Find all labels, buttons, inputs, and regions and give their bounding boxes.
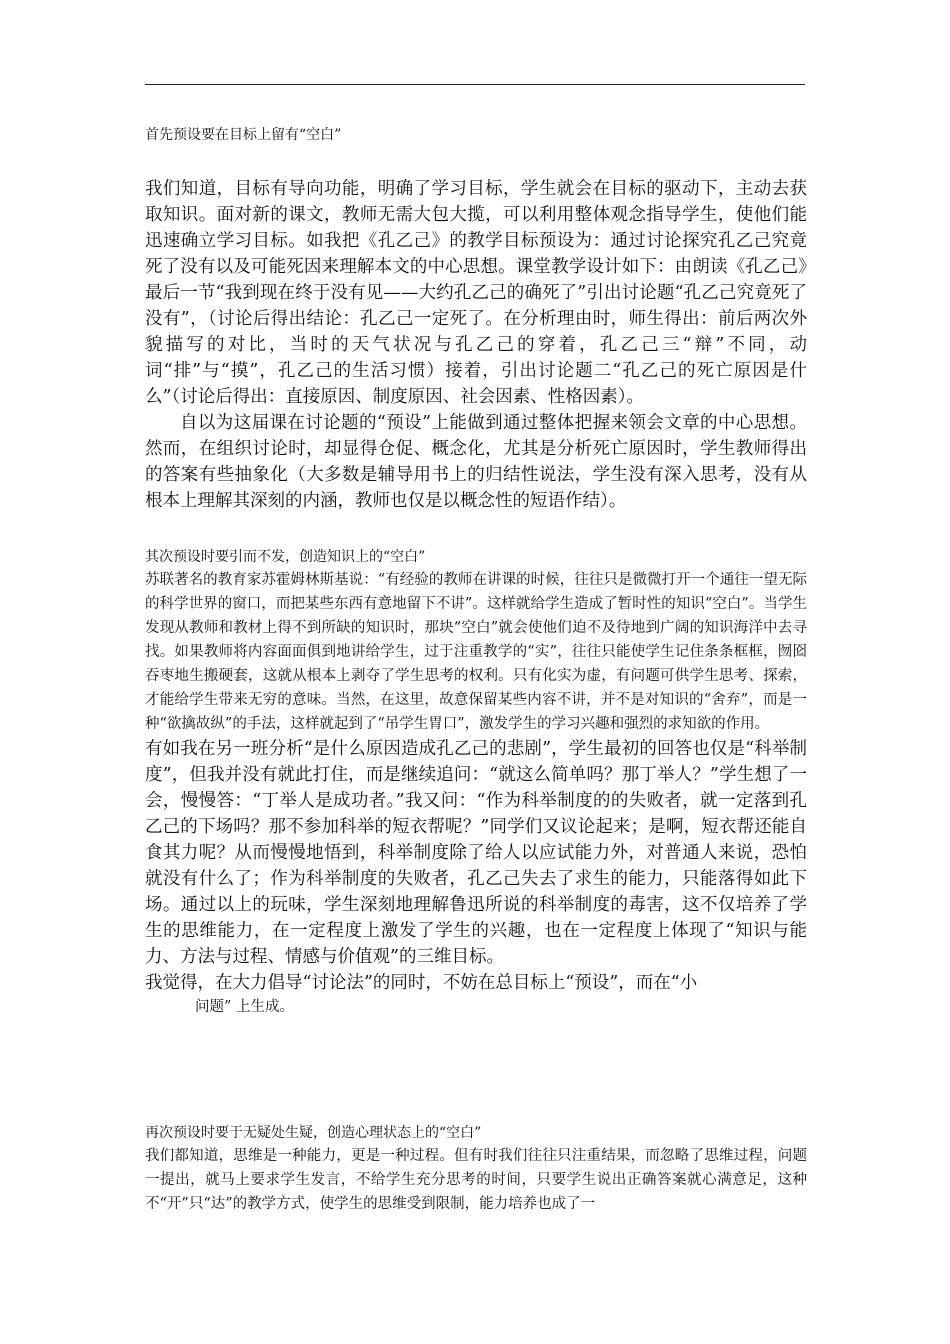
section-1 [145,124,807,146]
header-rule [145,84,805,85]
section-2-paragraph-3: 我觉得，在大力倡导“讨论法”的同时，不妨在总目标上“预设”，而在“小 [145,973,698,993]
section-2-heading: 其次预设时要引而不发，创造知识上的“空白” [145,549,426,565]
section-3-paragraph-1: 我们都知道，思维是一种能力，更是一种过程。但有时我们往往只注重结果，而忽略了思维过程，问题一提出，就马上要求学生发言，不给学生充分思考的时间，只要学生说出正确答案就心满意足，这种不“开”只“达”的教学方式，使学生的思维受到限制，能力培养也成了一 [145,1148,807,1212]
section-1-paragraph-1: 我们知道，目标有导向功能，明确了学习目标，学生就会在目标的驱动下，主动去获取知识。面对新的课文，教师无需大包大揽，可以利用整体观念指导学生，使他们能迅速确立学习目标。如我把《孔乙己》的教学目标预设为：通过讨论探究孔乙己究竟死了没有以及可能死因来理解本文的中心思想。课堂教学设计如下：由朗读《孔乙己》最后一节“我到现在终于没有见——大约孔乙己的确死了”引出讨论题“孔乙己究竟死了没有”，（讨论后得出结论：孔乙己一定死了。在分析理由时，师生得出：前后两次外貌描写的对比，当时的天气状况与孔乙己的穿着，孔乙己三“辩”不同，动词“排”与“摸”，孔乙己的生活习惯）接着，引出讨论题二“孔乙己的死亡原因是什么”（讨论后得出：直接原因、制度原因、社会因素、性格因素）。 [145,179,807,407]
section-2-paragraph-1: 苏联著名的教育家苏霍姆林斯基说：“有经验的教师在讲课的时候，往往只是微微打开一个通往一望无际的科学世界的窗口，而把某些东西有意地留下不讲”。这样就给学生造成了暂时性的知识“空白”。当学生发现从教师和教材上得不到所缺的知识时，那块“空白”就会使他们迫不及待地到广阔的知识海洋中去寻找。如果教师将内容面面俱到地讲给学生，过于注重教学的“实”，往往只能使学生记住条条框框，囫囵吞枣地生搬硬套，这就从根本上剥夺了学生思考的权利。只有化实为虚，有问题可供学生思考、探索，才能给学生带来无穷的意味。当然，在这里，故意保留某些内容不讲，并不是对知识的“舍弃”，而是一种“欲擒故纵”的手法，这样就起到了“吊学生胃口”，激发学生的学习兴趣和强烈的求知欲的作用。 [145,572,807,732]
section-2 [145,546,807,1018]
section-2-paragraph-3-tail: 问题” 上生成。 [195,999,295,1015]
section-2-paragraph-2: 有如我在另一班分析“是什么原因造成孔乙己的悲剧”，学生最初的回答也仅是“科举制度”，但我并没有就此打住，而是继续追问：“就这么简单吗？那丁举人？”学生想了一会，慢慢答：“丁举人是成功者。”我又问：“作为科举制度的的失败者，就一定落到孔乙己的下场吗？那不参加科举的短衣帮呢？”同学们又议论起来；是啊，短衣帮还能自食其力呢？从而慢慢地悟到，科举制度除了给人以应试能力外，对普通人来说，恐怕就没有什么了；作为科举制度的失败者，孔乙己失去了求生的能力，只能落得如此下场。通过以上的玩味，学生深刻地理解鲁迅所说的科举制度的毒害，这不仅培养了学生的思维能力，在一定程度上激发了学生的兴趣，也在一定程度上体现了“知识与能力、方法与过程、情感与价值观”的三维目标。 [145,739,807,967]
section-3 [145,1122,807,1216]
section-3-heading: 再次预设时要于无疑处生疑，创造心理状态上的“空白” [145,1125,482,1141]
section-1-heading: 首先预设要在目标上留有“空白” [145,127,342,143]
section-1-paragraph-2: 自以为这届课在讨论题的“预设”上能做到通过整体把握来领会文章的中心思想。然而，在组织讨论时，却显得仓促、概念化，尤其是分析死亡原因时，学生教师得出的答案有些抽象化（大多数是辅导用书上的归结性说法，学生没有深入思考，没有从根本上理解其深刻的内涵，教师也仅是以概念性的短语作结）。 [145,413,807,511]
section-1-body [145,176,807,514]
